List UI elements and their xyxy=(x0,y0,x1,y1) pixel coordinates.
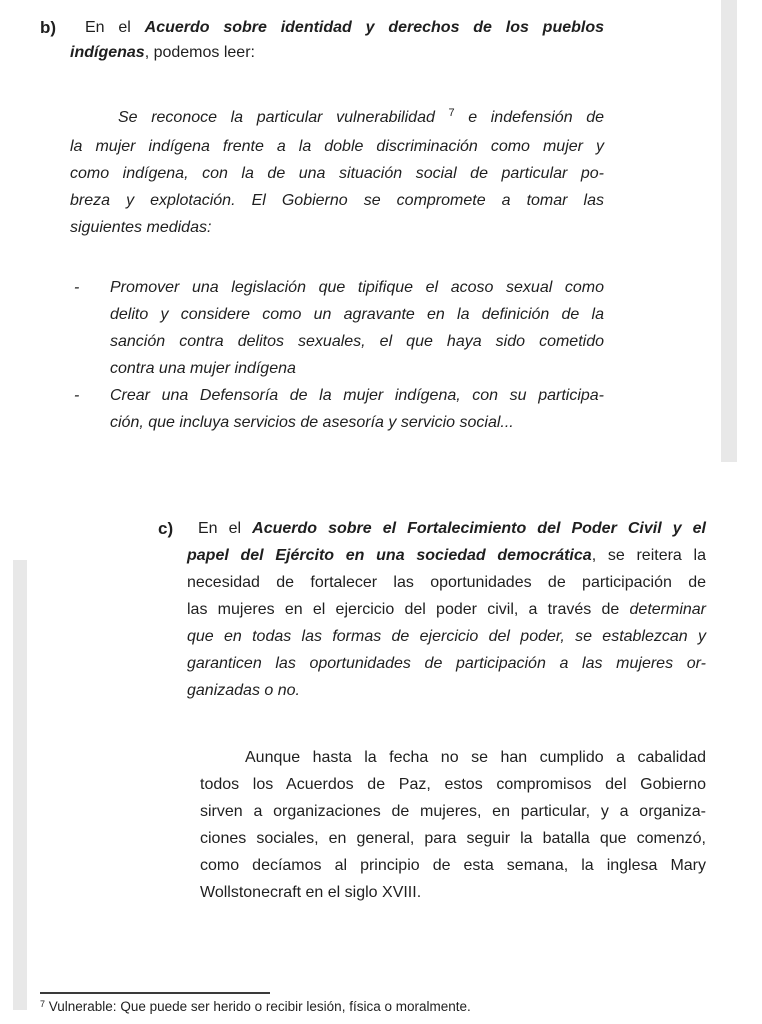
bullet-item xyxy=(74,382,604,436)
text-line xyxy=(200,798,706,825)
text-segment: que en todas las formas de ejercicio del poder, se establezcan y xyxy=(187,628,706,645)
text-line xyxy=(200,771,706,798)
text-segment: sanción contra delitos sexuales, el que haya sido cometido xyxy=(110,333,604,350)
text-line xyxy=(187,542,706,569)
text-line xyxy=(187,650,706,677)
text-line xyxy=(70,160,604,187)
text-segment: Acuerdo sobre identidad y derechos de los pueblos xyxy=(144,19,605,36)
bullet-text xyxy=(110,382,604,436)
text-segment: e indefensión de xyxy=(454,109,605,126)
text-segment: , podemos leer: xyxy=(144,44,255,61)
text-segment: 7 xyxy=(40,999,46,1009)
text-segment: garanticen las oportunidades de participación a las mujeres or- xyxy=(187,655,706,672)
text-line xyxy=(110,274,604,301)
text-segment: Vulnerable: Que puede ser herido o recibir lesión, física o moralmente. xyxy=(45,999,471,1014)
text-segment: Wollstonecraft en el siglo XVIII. xyxy=(200,884,422,901)
text-segment: Promover una legislación que tipifique el acoso sexual como xyxy=(110,279,604,296)
text-line xyxy=(187,515,706,542)
closing-paragraph xyxy=(200,744,706,906)
text-segment: sirven a organizaciones de mujeres, en particular, y a organiza- xyxy=(200,803,706,820)
text-line xyxy=(70,187,604,214)
footnote-rule xyxy=(40,992,270,994)
section-b-quote-block xyxy=(70,104,604,241)
section-b-heading xyxy=(70,15,604,65)
bullet-item xyxy=(74,274,604,382)
text-segment: como decíamos al principio de esta semana, la inglesa Mary xyxy=(200,857,706,874)
text-line xyxy=(110,301,604,328)
text-line xyxy=(110,409,604,436)
text-segment: En el xyxy=(198,520,253,537)
text-line xyxy=(40,998,540,1017)
text-segment: Acuerdo sobre el Fortalecimiento del Poder Civil y el xyxy=(252,520,707,537)
text-segment: delito y considere como un agravante en la definición de la xyxy=(110,306,604,323)
text-segment: Crear una Defensoría de la mujer indígena, con su participa- xyxy=(110,387,604,404)
item-label-c: c) xyxy=(158,519,174,538)
text-segment: ciones sociales, en general, para seguir la batalla que comenzó, xyxy=(200,830,706,847)
text-line xyxy=(187,623,706,650)
text-segment: 7 xyxy=(448,107,455,119)
text-segment: como indígena, con la de una situación social de particular po- xyxy=(70,165,604,182)
section-c-body xyxy=(187,515,706,704)
text-segment: siguientes medidas: xyxy=(70,219,212,236)
text-line xyxy=(110,355,604,382)
bullet-dash: - xyxy=(74,387,80,404)
text-segment: En el xyxy=(85,19,145,36)
text-segment: papel del Ejército en una sociedad democrática xyxy=(187,547,592,564)
text-segment: determinar xyxy=(629,601,706,618)
bullet-list xyxy=(74,274,604,436)
text-line xyxy=(70,15,604,40)
text-segment: ción, que incluya servicios de asesoría y servicio social... xyxy=(110,414,514,431)
scan-shadow-right-strip xyxy=(721,0,737,462)
text-segment: todos los Acuerdos de Paz, estos compromisos del Gobierno xyxy=(200,776,706,793)
text-segment: , se reitera la xyxy=(591,547,707,564)
text-segment: Se reconoce la particular vulnerabilidad xyxy=(118,109,449,126)
text-line xyxy=(200,879,706,906)
text-line xyxy=(200,852,706,879)
text-line xyxy=(70,104,604,133)
text-line xyxy=(70,214,604,241)
text-segment: la mujer indígena frente a la doble discriminación como mujer y xyxy=(70,138,604,155)
text-segment: contra una mujer indígena xyxy=(110,360,296,377)
text-line xyxy=(110,328,604,355)
text-segment: indígenas xyxy=(70,44,145,61)
bullet-text xyxy=(110,274,604,382)
text-segment: las mujeres en el ejercicio del poder civil, a través de xyxy=(187,601,630,618)
text-line xyxy=(187,569,706,596)
text-line xyxy=(70,40,604,65)
text-line xyxy=(200,744,706,771)
text-segment: breza y explotación. El Gobierno se compromete a tomar las xyxy=(70,192,604,209)
text-line xyxy=(70,133,604,160)
text-segment: ganizadas o no. xyxy=(187,682,300,699)
text-line xyxy=(110,382,604,409)
text-line xyxy=(200,825,706,852)
text-segment: Aunque hasta la fecha no se han cumplido a cabalidad xyxy=(245,749,706,766)
text-line xyxy=(187,677,706,704)
text-segment: necesidad de fortalecer las oportunidades de participación de xyxy=(187,574,706,591)
scan-shadow-left-strip xyxy=(13,560,27,1010)
bullet-dash: - xyxy=(74,279,80,296)
footnote xyxy=(40,998,540,1017)
item-label-b: b) xyxy=(40,18,57,37)
text-line xyxy=(187,596,706,623)
